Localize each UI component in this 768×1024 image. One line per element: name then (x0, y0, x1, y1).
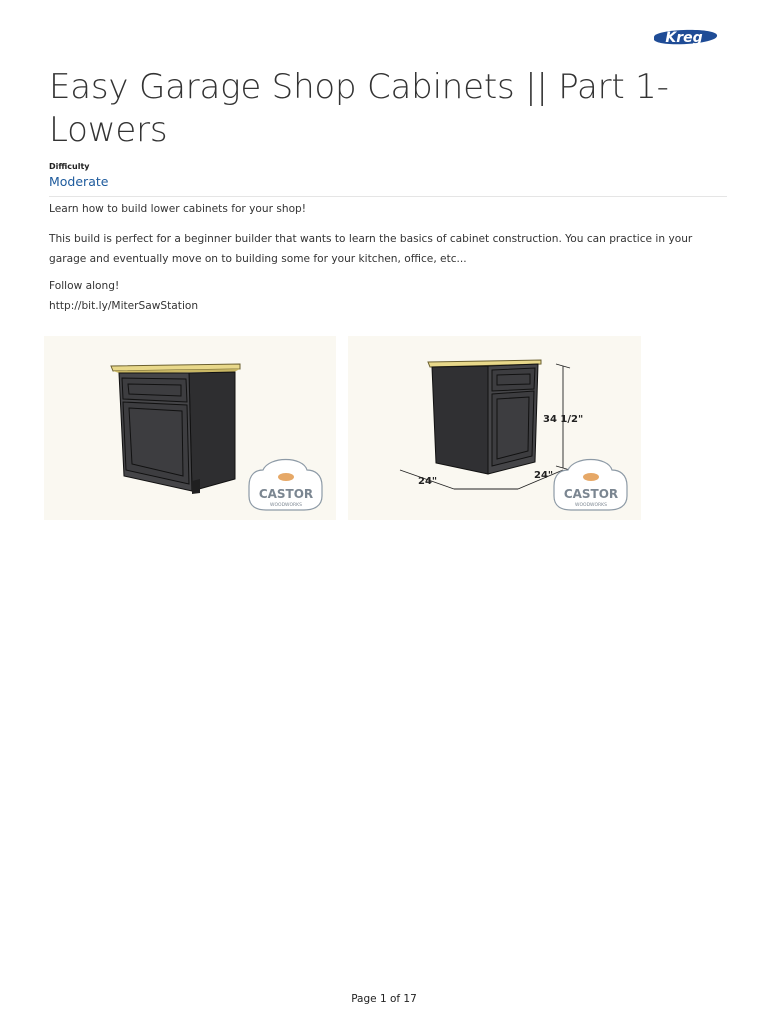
divider (49, 196, 727, 197)
miter-saw-link[interactable]: http://bit.ly/MiterSawStation (49, 300, 199, 312)
cabinet-image (44, 336, 336, 520)
dimension-height: 34 1/2" (543, 414, 584, 425)
svg-text:WOODWORKS: WOODWORKS (575, 503, 607, 508)
page-number: Page 1 of 17 (351, 993, 417, 1005)
cabinet-dimensions-image (348, 336, 641, 520)
page-title: Easy Garage Shop Cabinets || Part 1- Lowers (49, 67, 669, 150)
svg-text:CASTOR: CASTOR (563, 487, 619, 501)
castor-watermark (249, 460, 322, 511)
dimension-depth: 24" (534, 470, 554, 481)
difficulty-value: Moderate (49, 174, 109, 189)
difficulty-label: Difficulty (49, 162, 90, 171)
description-paragraph: This build is perfect for a beginner builder that wants to learn the basics of cabinet construction. You can practice in your garage and eventually move on to building some for your kitchen, office, etc... (49, 233, 693, 265)
castor-watermark (554, 460, 627, 511)
follow-along-text: Follow along! (49, 280, 120, 292)
intro-paragraph: Learn how to build lower cabinets for your shop! (49, 203, 307, 215)
dimension-width: 24" (418, 476, 438, 487)
logo-text: Kreg (665, 30, 703, 46)
svg-text:CASTOR: CASTOR (258, 487, 314, 501)
kreg-logo (648, 24, 720, 50)
svg-text:WOODWORKS: WOODWORKS (270, 503, 302, 508)
